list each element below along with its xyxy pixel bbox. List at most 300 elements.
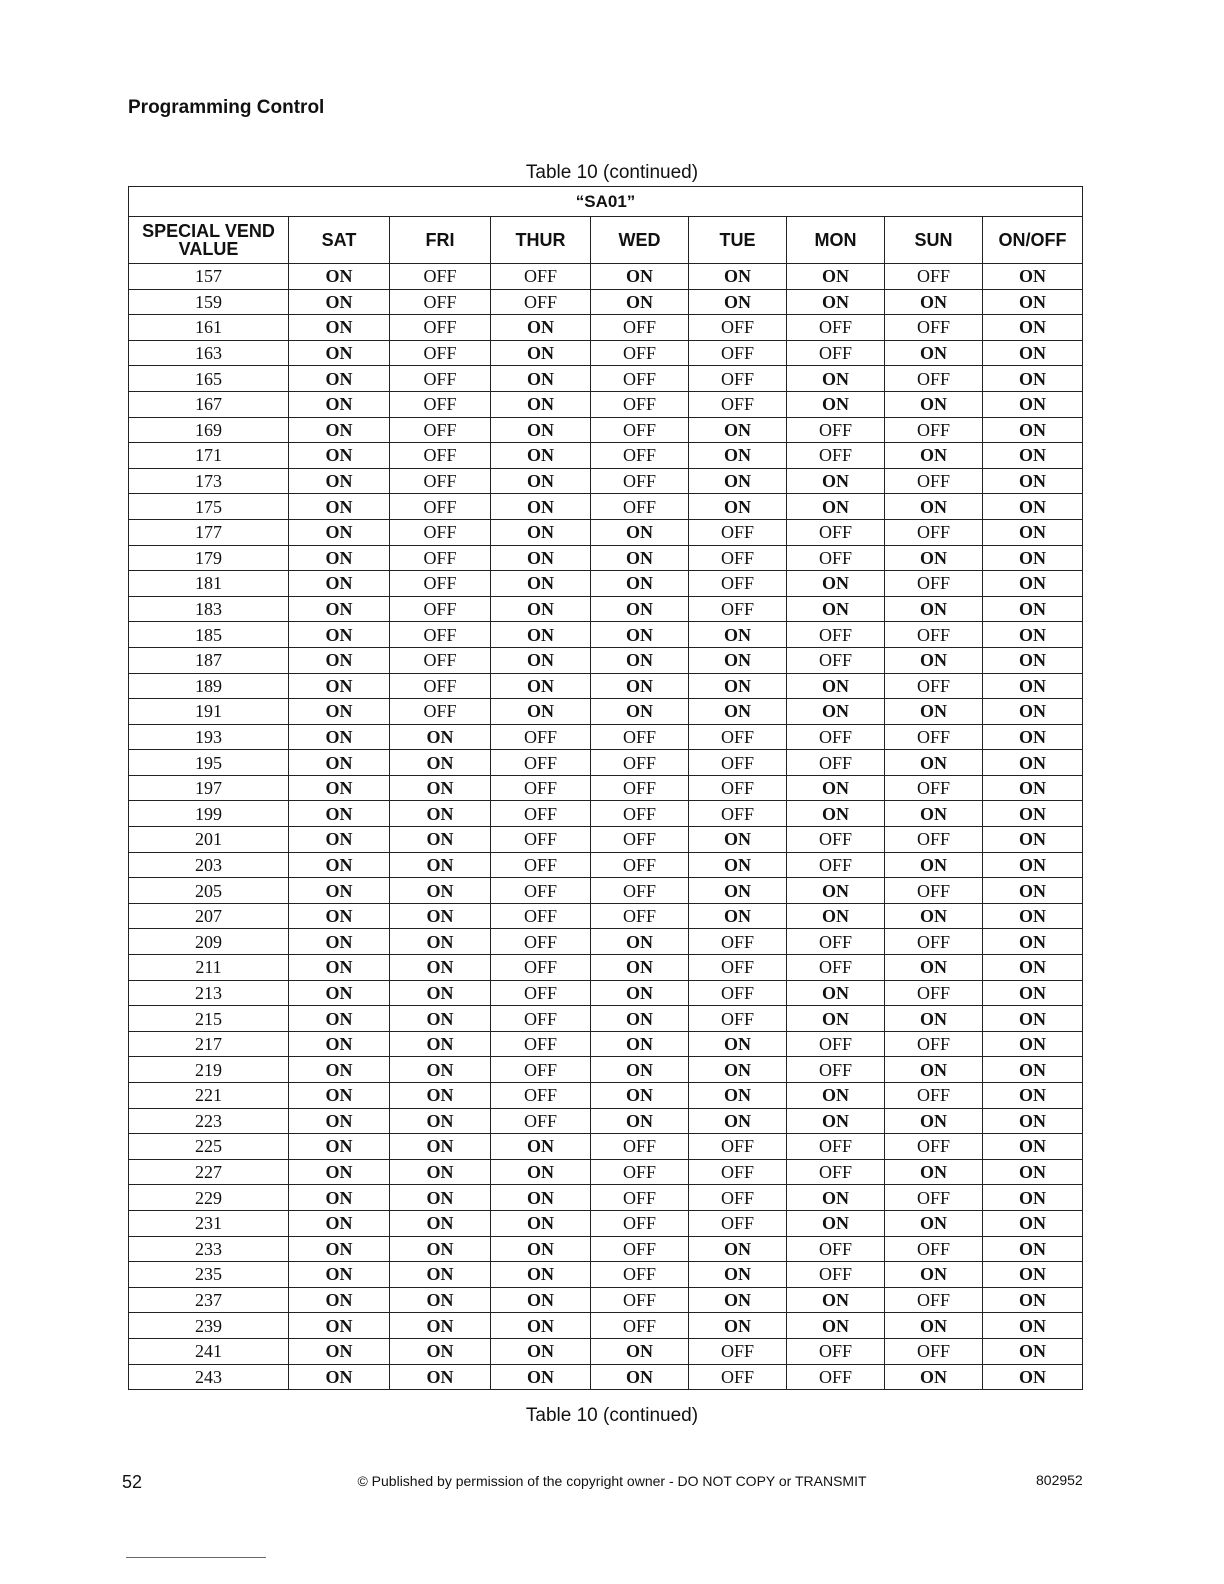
switch-state-cell: ON	[983, 571, 1083, 597]
switch-state-cell: ON	[591, 1364, 689, 1390]
switch-state-cell: ON	[983, 929, 1083, 955]
table-row	[129, 264, 1083, 290]
switch-state-cell: ON	[983, 315, 1083, 341]
special-vend-table	[128, 186, 1083, 1390]
switch-state-cell: ON	[885, 494, 983, 520]
switch-state-cell: OFF	[689, 315, 787, 341]
switch-state-cell: ON	[983, 1159, 1083, 1185]
switch-state-cell: OFF	[885, 622, 983, 648]
switch-state-cell: ON	[591, 647, 689, 673]
column-header-row	[129, 217, 1083, 264]
switch-state-cell: ON	[885, 903, 983, 929]
switch-state-cell: OFF	[689, 596, 787, 622]
switch-state-cell: ON	[983, 1338, 1083, 1364]
switch-state-cell: ON	[787, 468, 885, 494]
switch-state-cell: ON	[885, 391, 983, 417]
switch-state-cell: OFF	[591, 417, 689, 443]
switch-state-cell: ON	[787, 391, 885, 417]
switch-state-cell: ON	[390, 775, 491, 801]
switch-state-cell: OFF	[689, 955, 787, 981]
switch-state-cell: OFF	[390, 366, 491, 392]
switch-state-cell: ON	[289, 827, 390, 853]
switch-state-cell: ON	[591, 955, 689, 981]
switch-state-cell: ON	[591, 673, 689, 699]
switch-state-cell: OFF	[885, 1287, 983, 1313]
table-row	[129, 647, 1083, 673]
switch-state-cell: OFF	[591, 366, 689, 392]
switch-state-cell: ON	[390, 1210, 491, 1236]
switch-state-cell: ON	[289, 417, 390, 443]
switch-state-cell: OFF	[491, 724, 591, 750]
switch-state-cell: ON	[390, 1057, 491, 1083]
switch-state-cell: ON	[591, 1057, 689, 1083]
switch-state-cell: OFF	[491, 1057, 591, 1083]
switch-state-cell: ON	[491, 1185, 591, 1211]
switch-state-cell: ON	[491, 443, 591, 469]
switch-state-cell: ON	[591, 622, 689, 648]
table-row	[129, 1159, 1083, 1185]
switch-state-cell: ON	[787, 1287, 885, 1313]
switch-state-cell: ON	[885, 750, 983, 776]
switch-state-cell: ON	[289, 699, 390, 725]
switch-state-cell: OFF	[885, 1236, 983, 1262]
switch-state-cell: ON	[289, 264, 390, 290]
switch-state-cell: OFF	[491, 955, 591, 981]
switch-state-cell: OFF	[885, 878, 983, 904]
switch-state-cell: ON	[983, 443, 1083, 469]
vend-value-cell: 163	[129, 340, 289, 366]
switch-state-cell: ON	[983, 622, 1083, 648]
table-row	[129, 519, 1083, 545]
switch-state-cell: ON	[689, 1313, 787, 1339]
switch-state-cell: ON	[289, 1031, 390, 1057]
table-row	[129, 571, 1083, 597]
switch-state-cell: OFF	[787, 929, 885, 955]
switch-state-cell: ON	[390, 827, 491, 853]
switch-state-cell: ON	[289, 1338, 390, 1364]
switch-state-cell: OFF	[885, 827, 983, 853]
switch-state-cell: ON	[787, 366, 885, 392]
switch-state-cell: OFF	[689, 519, 787, 545]
switch-state-cell: ON	[885, 1006, 983, 1032]
switch-state-cell: ON	[289, 750, 390, 776]
switch-state-cell: OFF	[885, 980, 983, 1006]
switch-state-cell: ON	[289, 468, 390, 494]
switch-state-cell: ON	[983, 468, 1083, 494]
switch-state-cell: ON	[491, 545, 591, 571]
vend-value-cell: 191	[129, 699, 289, 725]
table-row	[129, 340, 1083, 366]
switch-state-cell: OFF	[591, 315, 689, 341]
vend-value-cell: 167	[129, 391, 289, 417]
switch-state-cell: OFF	[591, 1236, 689, 1262]
switch-state-cell: ON	[689, 852, 787, 878]
switch-state-cell: OFF	[591, 468, 689, 494]
table-row	[129, 801, 1083, 827]
switch-state-cell: ON	[390, 955, 491, 981]
switch-state-cell: OFF	[689, 1210, 787, 1236]
switch-state-cell: ON	[491, 519, 591, 545]
table-row	[129, 468, 1083, 494]
vend-value-cell: 185	[129, 622, 289, 648]
table-row	[129, 315, 1083, 341]
vend-value-cell: 177	[129, 519, 289, 545]
switch-state-cell: OFF	[885, 315, 983, 341]
switch-state-cell: ON	[591, 980, 689, 1006]
switch-state-cell: ON	[983, 494, 1083, 520]
switch-state-cell: OFF	[591, 801, 689, 827]
switch-state-cell: OFF	[689, 1364, 787, 1390]
switch-state-cell: ON	[289, 1210, 390, 1236]
switch-state-cell: OFF	[787, 750, 885, 776]
switch-state-cell: ON	[289, 545, 390, 571]
switch-state-cell: OFF	[689, 545, 787, 571]
switch-state-cell: ON	[689, 417, 787, 443]
table-row	[129, 545, 1083, 571]
table-row	[129, 827, 1083, 853]
switch-state-cell: OFF	[390, 647, 491, 673]
switch-state-cell: OFF	[390, 699, 491, 725]
switch-state-cell: ON	[983, 1083, 1083, 1109]
switch-state-cell: ON	[289, 1134, 390, 1160]
switch-state-cell: OFF	[689, 340, 787, 366]
switch-state-cell: ON	[689, 878, 787, 904]
column-header-fri: FRI	[390, 217, 491, 264]
switch-state-cell: ON	[885, 699, 983, 725]
switch-state-cell: ON	[885, 545, 983, 571]
switch-state-cell: OFF	[787, 827, 885, 853]
switch-state-cell: ON	[787, 775, 885, 801]
switch-state-cell: OFF	[390, 622, 491, 648]
table-row	[129, 878, 1083, 904]
switch-state-cell: ON	[591, 519, 689, 545]
switch-state-cell: ON	[885, 955, 983, 981]
switch-state-cell: ON	[390, 878, 491, 904]
switch-state-cell: ON	[289, 1364, 390, 1390]
switch-state-cell: ON	[491, 1210, 591, 1236]
group-header: “SA01”	[129, 187, 1083, 217]
switch-state-cell: ON	[289, 1236, 390, 1262]
switch-state-cell: ON	[491, 315, 591, 341]
switch-state-cell: ON	[491, 1159, 591, 1185]
table-row	[129, 1134, 1083, 1160]
switch-state-cell: ON	[983, 980, 1083, 1006]
table-row	[129, 494, 1083, 520]
table-row	[129, 366, 1083, 392]
switch-state-cell: ON	[289, 315, 390, 341]
switch-state-cell: ON	[491, 468, 591, 494]
switch-state-cell: ON	[390, 929, 491, 955]
vend-value-cell: 239	[129, 1313, 289, 1339]
switch-state-cell: OFF	[591, 878, 689, 904]
switch-state-cell: ON	[491, 699, 591, 725]
switch-state-cell: ON	[885, 1057, 983, 1083]
switch-state-cell: ON	[885, 647, 983, 673]
switch-state-cell: ON	[390, 1083, 491, 1109]
table-row	[129, 980, 1083, 1006]
switch-state-cell: ON	[983, 391, 1083, 417]
switch-state-cell: ON	[689, 264, 787, 290]
switch-state-cell: ON	[491, 340, 591, 366]
switch-state-cell: OFF	[689, 724, 787, 750]
table-caption-top: Table 10 (continued)	[525, 162, 699, 183]
switch-state-cell: ON	[390, 1159, 491, 1185]
switch-state-cell: ON	[787, 699, 885, 725]
switch-state-cell: ON	[885, 443, 983, 469]
switch-state-cell: ON	[289, 673, 390, 699]
switch-state-cell: OFF	[885, 264, 983, 290]
switch-state-cell: ON	[591, 929, 689, 955]
switch-state-cell: ON	[983, 903, 1083, 929]
switch-state-cell: ON	[289, 647, 390, 673]
switch-state-cell: ON	[289, 1287, 390, 1313]
vend-value-cell: 221	[129, 1083, 289, 1109]
switch-state-cell: ON	[591, 1006, 689, 1032]
switch-state-cell: OFF	[390, 264, 491, 290]
switch-state-cell: ON	[885, 1210, 983, 1236]
switch-state-cell: ON	[787, 264, 885, 290]
vend-value-cell: 215	[129, 1006, 289, 1032]
switch-state-cell: OFF	[491, 289, 591, 315]
switch-state-cell: OFF	[491, 852, 591, 878]
switch-state-cell: ON	[689, 443, 787, 469]
switch-state-cell: ON	[289, 340, 390, 366]
switch-state-cell: ON	[289, 366, 390, 392]
switch-state-cell: OFF	[591, 1262, 689, 1288]
switch-state-cell: ON	[491, 647, 591, 673]
table-row	[129, 724, 1083, 750]
switch-state-cell: ON	[983, 1364, 1083, 1390]
switch-state-cell: ON	[689, 494, 787, 520]
switch-state-cell: OFF	[787, 1364, 885, 1390]
switch-state-cell: ON	[689, 1287, 787, 1313]
table-row	[129, 1031, 1083, 1057]
vend-value-cell: 157	[129, 264, 289, 290]
switch-state-cell: OFF	[390, 596, 491, 622]
vend-value-cell: 231	[129, 1210, 289, 1236]
page-number: 52	[122, 1472, 143, 1492]
switch-state-cell: OFF	[885, 1083, 983, 1109]
switch-state-cell: ON	[591, 1083, 689, 1109]
switch-state-cell: OFF	[787, 724, 885, 750]
switch-state-cell: ON	[289, 1159, 390, 1185]
switch-state-cell: OFF	[491, 827, 591, 853]
switch-state-cell: OFF	[591, 340, 689, 366]
footer-rule	[126, 1557, 266, 1558]
switch-state-cell: ON	[289, 878, 390, 904]
table-row	[129, 929, 1083, 955]
vend-value-cell: 229	[129, 1185, 289, 1211]
switch-state-cell: ON	[787, 1185, 885, 1211]
switch-state-cell: OFF	[390, 391, 491, 417]
switch-state-cell: ON	[983, 366, 1083, 392]
switch-state-cell: ON	[983, 775, 1083, 801]
vend-value-cell: 199	[129, 801, 289, 827]
vend-value-cell: 233	[129, 1236, 289, 1262]
copyright-notice: © Published by permission of the copyright owner - DO NOT COPY or TRANSMIT	[357, 1473, 867, 1489]
switch-state-cell: ON	[390, 801, 491, 827]
switch-state-cell: ON	[787, 289, 885, 315]
switch-state-cell: OFF	[787, 443, 885, 469]
switch-state-cell: ON	[390, 1134, 491, 1160]
switch-state-cell: ON	[491, 1338, 591, 1364]
switch-state-cell: ON	[289, 494, 390, 520]
switch-state-cell: ON	[289, 955, 390, 981]
switch-state-cell: ON	[591, 289, 689, 315]
switch-state-cell: ON	[983, 955, 1083, 981]
switch-state-cell: ON	[591, 1108, 689, 1134]
switch-state-cell: OFF	[591, 750, 689, 776]
switch-state-cell: OFF	[689, 801, 787, 827]
switch-state-cell: OFF	[885, 417, 983, 443]
switch-state-cell: OFF	[689, 775, 787, 801]
table-row	[129, 417, 1083, 443]
table-row	[129, 903, 1083, 929]
switch-state-cell: ON	[289, 596, 390, 622]
switch-state-cell: ON	[491, 1287, 591, 1313]
vend-value-cell: 165	[129, 366, 289, 392]
switch-state-cell: ON	[689, 673, 787, 699]
switch-state-cell: OFF	[689, 366, 787, 392]
switch-state-cell: ON	[983, 1287, 1083, 1313]
switch-state-cell: ON	[289, 1006, 390, 1032]
switch-state-cell: ON	[983, 1210, 1083, 1236]
switch-state-cell: ON	[491, 1262, 591, 1288]
table-row	[129, 1262, 1083, 1288]
switch-state-cell: ON	[885, 801, 983, 827]
switch-state-cell: OFF	[491, 750, 591, 776]
switch-state-cell: OFF	[787, 1031, 885, 1057]
switch-state-cell: OFF	[591, 1287, 689, 1313]
switch-state-cell: ON	[491, 1134, 591, 1160]
switch-state-cell: ON	[885, 1313, 983, 1339]
switch-state-cell: OFF	[591, 827, 689, 853]
switch-state-cell: OFF	[689, 929, 787, 955]
switch-state-cell: OFF	[787, 955, 885, 981]
switch-state-cell: OFF	[689, 1185, 787, 1211]
switch-state-cell: OFF	[491, 1083, 591, 1109]
vend-value-cell: 201	[129, 827, 289, 853]
switch-state-cell: ON	[491, 1364, 591, 1390]
switch-state-cell: ON	[689, 647, 787, 673]
table-row	[129, 775, 1083, 801]
switch-state-cell: OFF	[885, 724, 983, 750]
vend-value-cell: 161	[129, 315, 289, 341]
switch-state-cell: ON	[689, 289, 787, 315]
table-row	[129, 1057, 1083, 1083]
table-row	[129, 1210, 1083, 1236]
table-row	[129, 1185, 1083, 1211]
vend-value-cell: 173	[129, 468, 289, 494]
switch-state-cell: ON	[983, 801, 1083, 827]
switch-state-cell: ON	[289, 1185, 390, 1211]
switch-state-cell: ON	[289, 519, 390, 545]
switch-state-cell: OFF	[390, 340, 491, 366]
switch-state-cell: ON	[289, 801, 390, 827]
vend-value-cell: 213	[129, 980, 289, 1006]
vend-value-cell: 205	[129, 878, 289, 904]
switch-state-cell: OFF	[689, 391, 787, 417]
vend-value-cell: 187	[129, 647, 289, 673]
switch-state-cell: ON	[983, 673, 1083, 699]
switch-state-cell: ON	[983, 1031, 1083, 1057]
switch-state-cell: OFF	[787, 647, 885, 673]
switch-state-cell: OFF	[591, 724, 689, 750]
switch-state-cell: OFF	[689, 1006, 787, 1032]
switch-state-cell: ON	[983, 647, 1083, 673]
switch-state-cell: ON	[787, 980, 885, 1006]
switch-state-cell: OFF	[491, 801, 591, 827]
switch-state-cell: ON	[983, 340, 1083, 366]
switch-state-cell: ON	[289, 980, 390, 1006]
switch-state-cell: OFF	[390, 315, 491, 341]
switch-state-cell: ON	[289, 1083, 390, 1109]
switch-state-cell: OFF	[787, 1338, 885, 1364]
switch-state-cell: OFF	[591, 903, 689, 929]
switch-state-cell: OFF	[885, 673, 983, 699]
vend-value-cell: 183	[129, 596, 289, 622]
column-header-special-vend-value: SPECIAL VEND VALUE	[129, 217, 289, 264]
switch-state-cell: ON	[689, 1057, 787, 1083]
switch-state-cell: ON	[491, 571, 591, 597]
switch-state-cell: ON	[689, 622, 787, 648]
switch-state-cell: ON	[983, 1134, 1083, 1160]
switch-state-cell: ON	[289, 929, 390, 955]
switch-state-cell: OFF	[491, 264, 591, 290]
vend-value-cell: 169	[129, 417, 289, 443]
table-row	[129, 673, 1083, 699]
switch-state-cell: ON	[591, 1031, 689, 1057]
switch-state-cell: ON	[787, 1006, 885, 1032]
switch-state-cell: OFF	[491, 775, 591, 801]
table-row	[129, 1313, 1083, 1339]
switch-state-cell: OFF	[787, 340, 885, 366]
table-row	[129, 852, 1083, 878]
switch-state-cell: OFF	[689, 980, 787, 1006]
table-row	[129, 1338, 1083, 1364]
switch-state-cell: OFF	[885, 366, 983, 392]
switch-state-cell: OFF	[885, 775, 983, 801]
switch-state-cell: OFF	[390, 417, 491, 443]
switch-state-cell: ON	[787, 878, 885, 904]
switch-state-cell: OFF	[390, 571, 491, 597]
switch-state-cell: OFF	[591, 1210, 689, 1236]
switch-state-cell: OFF	[787, 1262, 885, 1288]
table-row	[129, 1287, 1083, 1313]
switch-state-cell: ON	[885, 340, 983, 366]
switch-state-cell: ON	[787, 1210, 885, 1236]
vend-value-cell: 225	[129, 1134, 289, 1160]
switch-state-cell: OFF	[491, 1006, 591, 1032]
switch-state-cell: ON	[390, 980, 491, 1006]
switch-state-cell: ON	[983, 724, 1083, 750]
switch-state-cell: ON	[787, 903, 885, 929]
vend-value-cell: 217	[129, 1031, 289, 1057]
switch-state-cell: ON	[983, 1262, 1083, 1288]
vend-value-cell: 171	[129, 443, 289, 469]
switch-state-cell: OFF	[591, 852, 689, 878]
column-header-tue: TUE	[689, 217, 787, 264]
switch-state-cell: ON	[289, 1313, 390, 1339]
switch-state-cell: ON	[787, 1313, 885, 1339]
switch-state-cell: OFF	[689, 1134, 787, 1160]
switch-state-cell: OFF	[390, 443, 491, 469]
switch-state-cell: OFF	[885, 519, 983, 545]
switch-state-cell: ON	[390, 1108, 491, 1134]
switch-state-cell: OFF	[591, 1313, 689, 1339]
switch-state-cell: ON	[983, 1108, 1083, 1134]
switch-state-cell: OFF	[787, 417, 885, 443]
